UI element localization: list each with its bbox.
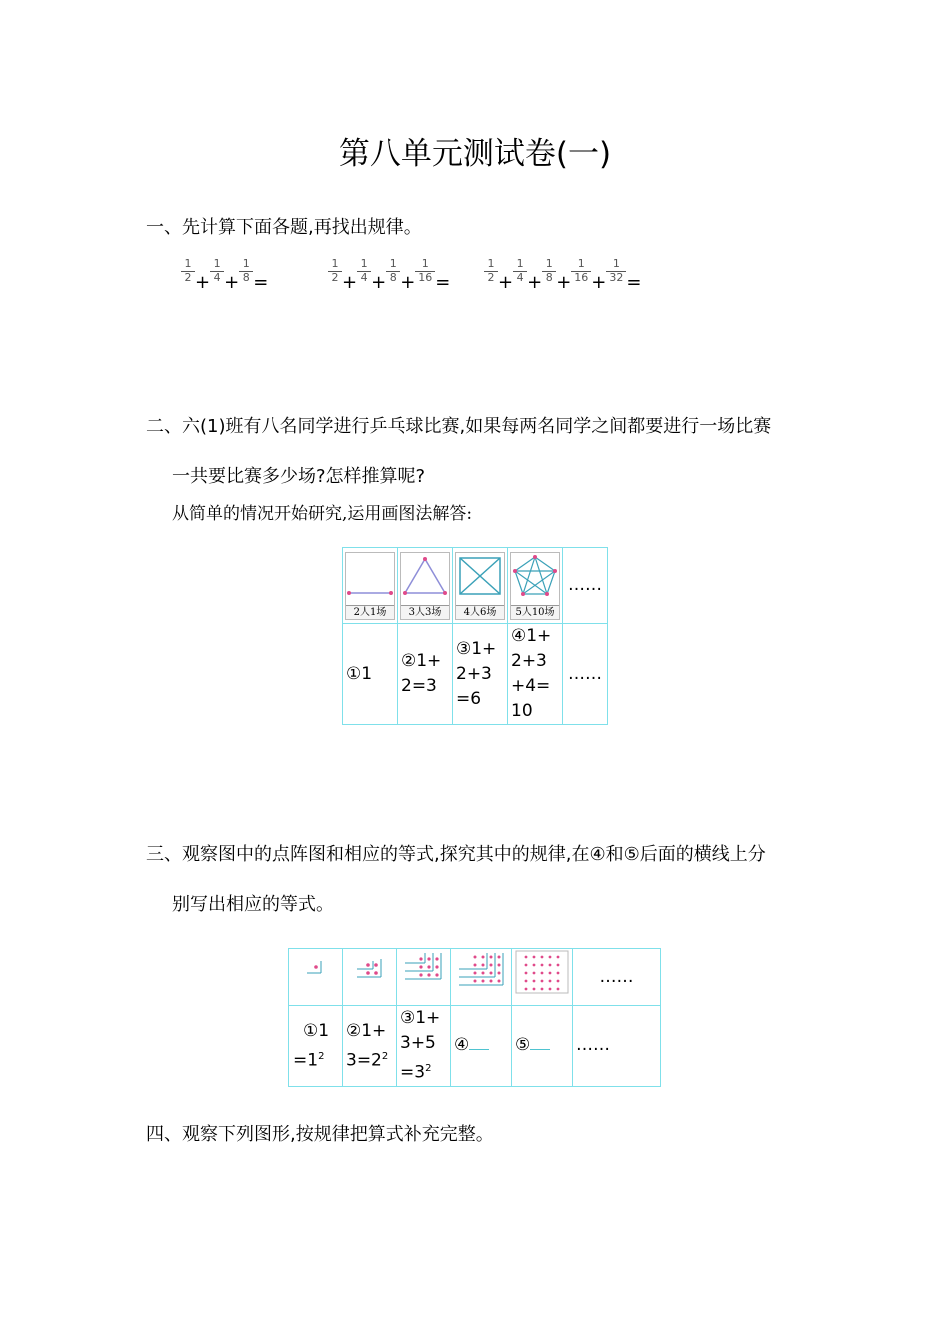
expression-2: $\frac{1}{2}$ + $\frac{1}{4}$ + $\frac{1}{8}$ + $\frac{1}{16}$ = [328, 258, 450, 293]
fraction: $\frac{1}{8}$ [239, 258, 253, 284]
fraction: $\frac{1}{4}$ [513, 258, 527, 284]
match-table [342, 547, 608, 725]
question-2-line-2: 一共要比赛多少场?怎样推算呢? [172, 466, 426, 487]
fraction: $\frac{1}{4}$ [210, 258, 224, 284]
fraction: $\frac{1}{16}$ [571, 258, 591, 284]
equation-cell: ①1 $=1^2$ [289, 1006, 343, 1087]
dot-array-table [288, 948, 661, 1087]
caption: 5人10场 [511, 605, 559, 619]
fraction: $\frac{1}{2}$ [328, 258, 342, 284]
diagram-cell [398, 548, 453, 624]
fraction: $\frac{1}{8}$ [386, 258, 400, 284]
fraction: $\frac{1}{2}$ [484, 258, 498, 284]
question-3-line-2: 别写出相应的等式。 [172, 894, 334, 915]
question-2-line-1: 二、六(1)班有八名同学进行乒乓球比赛,如果每两名同学之间都要进行一场比赛 [146, 416, 772, 437]
fraction: $\frac{1}{16}$ [415, 258, 435, 284]
four-player-diagram [456, 553, 504, 597]
fraction: $\frac{1}{4}$ [357, 258, 371, 284]
question-4: 四、观察下列图形,按规律把算式补充完整。 [146, 1124, 494, 1145]
page-title: 第八单元测试卷(一) [338, 136, 612, 172]
ellipsis-cell: …… [573, 949, 661, 1006]
expression-1: $\frac{1}{2}$ + $\frac{1}{4}$ + $\frac{1}{8}$ = [181, 258, 268, 293]
question-2-hint: 从简单的情况开始研究,运用画图法解答: [172, 504, 473, 524]
five-player-diagram [511, 553, 559, 597]
expression-3: $\frac{1}{2}$ + $\frac{1}{4}$ + $\frac{1}{8}$ + $\frac{1}{16}$ + $\frac{1}{32}$ = [484, 258, 641, 293]
diagram-cell [453, 548, 508, 624]
formula-cell: ③1+ 2+3 =6 [453, 624, 508, 725]
dot-cell [343, 949, 397, 1006]
equation-cell: ③1+ 3+5 $=3^2$ [397, 1006, 451, 1087]
two-player-diagram [346, 553, 394, 597]
formula-cell: ②1+ 2=3 [398, 624, 453, 725]
question-3-line-1: 三、观察图中的点阵图和相应的等式,探究其中的规律,在④和⑤后面的横线上分 [146, 844, 766, 865]
caption: 3人3场 [401, 605, 449, 619]
caption: 4人6场 [456, 605, 504, 619]
dot-cell [397, 949, 451, 1006]
dot-array-4 [451, 949, 511, 997]
dot-cell [451, 949, 512, 1006]
ellipsis-cell: …… [563, 624, 608, 725]
ellipsis-cell: …… [563, 548, 608, 624]
dot-cell [512, 949, 573, 1006]
question-1: 一、先计算下面各题,再找出规律。 [146, 217, 422, 238]
fraction: $\frac{1}{8}$ [542, 258, 556, 284]
diagram-cell [343, 548, 398, 624]
dot-array-5 [512, 949, 572, 997]
three-player-diagram [401, 553, 449, 597]
fraction: $\frac{1}{32}$ [606, 258, 626, 284]
answer-blank-4[interactable]: ④ [451, 1006, 512, 1087]
ellipsis-cell: …… [573, 1006, 661, 1087]
diagram-cell [508, 548, 563, 624]
dot-cell [289, 949, 343, 1006]
equation-cell: ②1+ $3=2^2$ [343, 1006, 397, 1087]
formula-cell: ④1+ 2+3 +4= 10 [508, 624, 563, 725]
formula-cell: ①1 [343, 624, 398, 725]
dot-array-3 [397, 949, 450, 997]
answer-blank-5[interactable]: ⑤ [512, 1006, 573, 1087]
caption: 2人1场 [346, 605, 394, 619]
dot-array-2 [343, 949, 396, 997]
fraction: $\frac{1}{2}$ [181, 258, 195, 284]
dot-array-1 [289, 949, 342, 997]
